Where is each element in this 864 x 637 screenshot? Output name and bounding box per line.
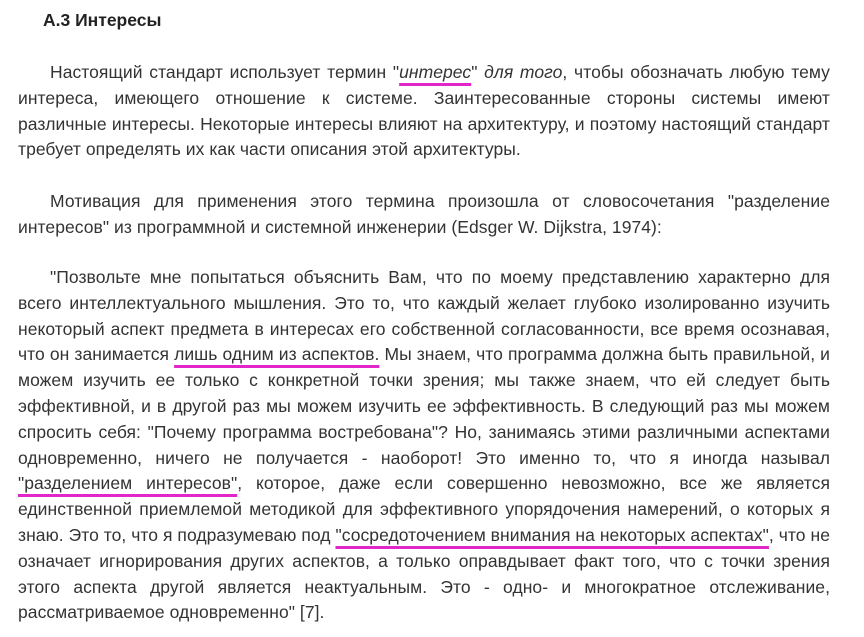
paragraph-1-text-b: " — [471, 62, 485, 82]
highlight-term-interest: интерес — [399, 62, 472, 82]
quote-text-d: , что не означает игнорирования других аспектов, а только оправдывает факт того, что с точки зрения этого аспекта другой является неактуальным. Это - одно- и многократное отслеживание, рассматриваемое одновременно" [7]. — [18, 524, 830, 623]
paragraph-1-text-c: , чтобы обозначать любую тему интереса, имеющего отношение к системе. Заинтересованные стороны системы имеют различные интересы. Некоторые интересы влияют на архитектуру, и поэтому настоящий стандарт требует определять их как части описания этой архитектуры. — [18, 62, 830, 160]
paragraph-3-quote — [18, 265, 830, 626]
paragraph-2: Мотивация для применения этого термина произошла от словосочетания "разделение интересов" из программной и системной инженерии (Edsger W. Dijkstra, 1974): — [18, 191, 830, 237]
paragraph-1-text-a: Настоящий стандарт использует термин " — [50, 62, 400, 82]
quote-text-c: , которое, даже если совершенно невозможно, все же является единственной приемлемой методикой для эффективного упорядочения намерений, о которых я знаю. Это то, что я подразумеваю под — [18, 473, 830, 545]
paragraph-1 — [18, 60, 830, 163]
highlight-one-aspect: лишь одним из аспектов. — [174, 344, 380, 365]
italic-phrase: для того — [484, 62, 563, 82]
quote-text-b: Мы знаем, что программа должна быть правильной, и можем изучить ее только с конкретной точки зрения; мы также знаем, что ей следует быть эффективной, и в другой раз мы можем изучить ее эффективность. В следующий раз мы можем спросить себя: "Почему программа востребована"? Но, занимаясь этими различными аспектами одновременно, ничего не получается - наоборот! Это именно то, что я иногда называл — [18, 344, 830, 468]
quote-text-a: "Позвольте мне попытаться объяснить Вам, что по моему представлению характерно для всего интеллектуального мышления. Это то, что каждый желает глубоко изолированно изучить некоторый аспект предмета в интересах его собственной согласованности, все время осознавая, что он занимается — [18, 267, 830, 365]
highlight-separation-of-concerns: "разделением интересов" — [18, 473, 238, 494]
section-heading: А.3 Интересы — [43, 10, 162, 30]
highlight-focus-on-aspects: "сосредоточением внимания на некоторых аспектах" — [335, 524, 769, 545]
